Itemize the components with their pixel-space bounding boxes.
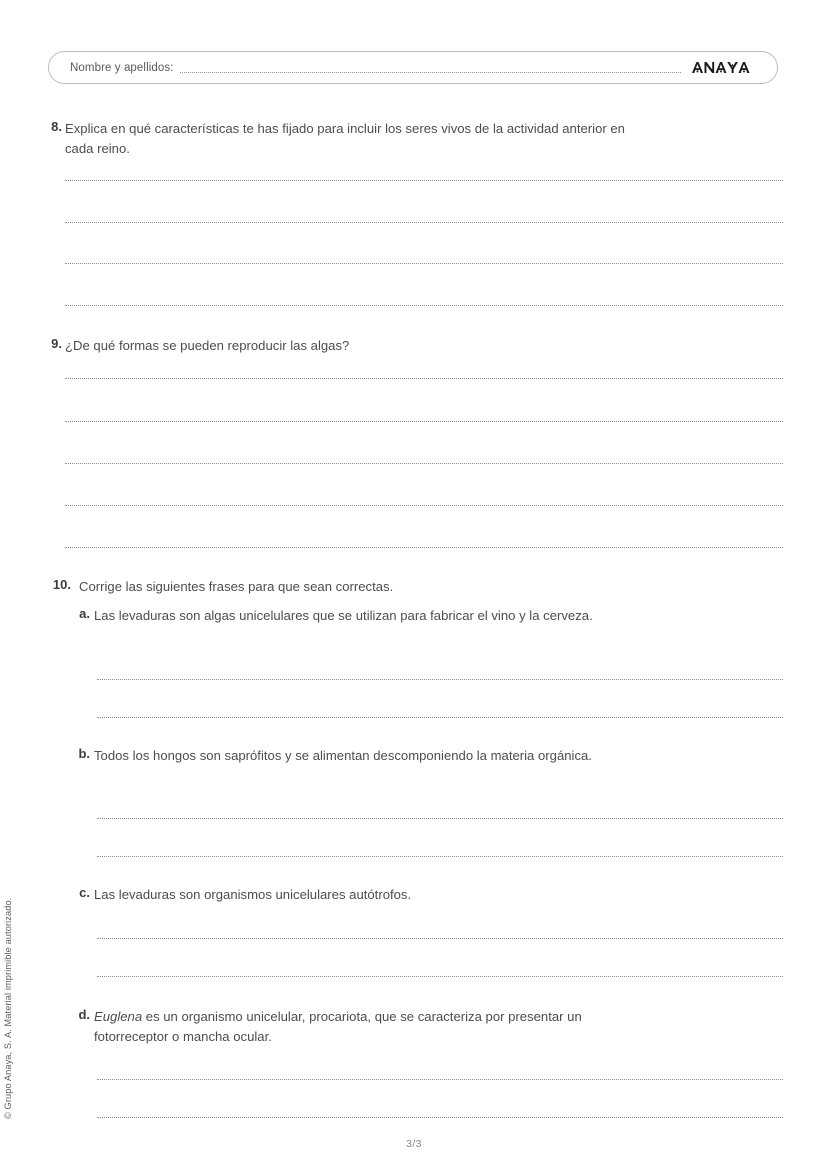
question-10-subitem-a — [0, 606, 828, 626]
subitem-c-letter: c. — [79, 885, 90, 900]
subitem-b-letter: b. — [78, 746, 90, 761]
answer-line[interactable] — [65, 377, 783, 379]
question-10 — [0, 577, 828, 597]
answer-line[interactable] — [65, 546, 783, 548]
subitem-b-text: Todos los hongos son saprófitos y se alimentan descomponiendo la materia orgánica. — [94, 748, 592, 763]
answer-line[interactable] — [65, 504, 783, 506]
subitem-a-letter: a. — [79, 606, 90, 621]
question-10-subitem-d — [0, 1007, 828, 1046]
answer-line[interactable] — [65, 420, 783, 422]
student-name-box[interactable] — [48, 51, 778, 84]
answer-line[interactable] — [65, 462, 783, 464]
copyright-notice: © Grupo Anaya, S. A. Material imprimible autorizado. — [3, 897, 13, 1119]
question-9 — [0, 336, 828, 356]
question-8-number: 8. — [51, 119, 62, 134]
subitem-d-letter: d. — [78, 1007, 90, 1022]
question-10-number: 10. — [52, 577, 71, 592]
question-10-text: Corrige las siguientes frases para que sean correctas. — [79, 579, 394, 594]
question-10-subitem-c — [0, 885, 828, 905]
subitem-a-text: Las levaduras son algas unicelulares que se utilizan para fabricar el vino y la cerveza. — [94, 608, 593, 623]
anaya-logo — [691, 52, 755, 83]
subitem-d-species-name: Euglena — [94, 1009, 143, 1024]
answer-line[interactable] — [97, 855, 783, 857]
question-8-text: Explica en qué características te has fijado para incluir los seres vivos de la actividad anterior en cada reino. — [65, 121, 625, 156]
answer-line[interactable] — [65, 179, 783, 181]
answer-line[interactable] — [65, 221, 783, 223]
answer-line[interactable] — [97, 716, 783, 718]
answer-line[interactable] — [65, 304, 783, 306]
answer-line[interactable] — [97, 937, 783, 939]
answer-line[interactable] — [97, 1078, 783, 1080]
subitem-d-text-rest: es un organismo unicelular, procariota, que se caracteriza por presentar un fotorreceptor o mancha ocular. — [94, 1009, 582, 1044]
subitem-d-text — [94, 1007, 622, 1046]
question-9-number: 9. — [51, 336, 62, 351]
answer-line[interactable] — [65, 262, 783, 264]
student-name-label: Nombre y apellidos: — [70, 61, 174, 74]
answer-line[interactable] — [97, 975, 783, 977]
question-8 — [0, 119, 828, 158]
answer-line[interactable] — [97, 1116, 783, 1118]
student-name-fill-line[interactable] — [180, 71, 681, 73]
subitem-c-text: Las levaduras son organismos unicelulares autótrofos. — [94, 887, 412, 902]
page-number: 3/3 — [406, 1138, 422, 1150]
question-10-subitem-b — [0, 746, 828, 766]
question-9-text: ¿De qué formas se pueden reproducir las algas? — [65, 338, 350, 353]
answer-line[interactable] — [97, 817, 783, 819]
answer-line[interactable] — [97, 678, 783, 680]
